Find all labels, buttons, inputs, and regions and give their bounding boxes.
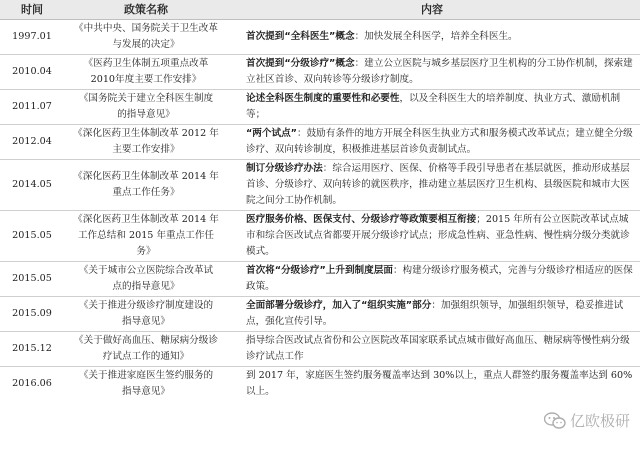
table-row bbox=[0, 89, 640, 124]
row-time: 2015.12 bbox=[0, 331, 64, 366]
content-highlight: 首次提到“分级诊疗”概念 bbox=[246, 57, 355, 69]
row-policy-name: 《关于做好高血压、糖尿病分级诊 疗试点工作的通知》 bbox=[64, 331, 230, 366]
table-row bbox=[0, 19, 640, 54]
content-highlight: 医疗服务价格、医保支付、分级诊疗等政策要相互衔接 bbox=[246, 213, 477, 225]
content-text: ；2015 年所有公立医院改革试点城市和综合医改试点省都要开展分级诊疗试点；形成急性病、亚急性病、慢性病分级分类就诊模式。 bbox=[246, 213, 630, 257]
row-time: 2016.06 bbox=[12, 377, 52, 389]
table-body bbox=[0, 19, 640, 401]
content-text: ：加快发展全科医学，培养全科医生。 bbox=[354, 30, 518, 42]
row-policy-name: 《中共中央、国务院关于卫生改革 与发展的决定》 bbox=[64, 19, 230, 54]
row-time: 2014.05 bbox=[0, 159, 64, 210]
row-policy-name: 《国务院关于建立全科医生制度 的指导意见》 bbox=[64, 89, 230, 124]
content-text: ：鼓励有条件的地方开展全科医生执业方式和服务模式改革试点；建立健全分级诊疗、双向转诊制度，积极推进基层首诊负责制试点。 bbox=[246, 127, 633, 155]
header-content: 内容 bbox=[230, 0, 640, 19]
table-row bbox=[0, 159, 640, 210]
table-row bbox=[0, 261, 640, 296]
content-text: ，以及全科医生大的培养制度、执业方式、激励机制等； bbox=[246, 92, 621, 120]
table-row bbox=[0, 124, 640, 159]
row-policy-name: 《深化医药卫生体制改革 2014 年 重点工作任务》 bbox=[64, 159, 230, 210]
row-policy-name: 《关于推进分级诊疗制度建设的 指导意见》 bbox=[64, 296, 230, 331]
header-policy-name: 政策名称 bbox=[64, 0, 230, 19]
wechat-bubbles-icon bbox=[544, 412, 566, 430]
content-text: ：建立公立医院与城乡基层医疗卫生机构的分工协作机制，探索建立社区首诊、双向转诊等分级诊疗制度。 bbox=[246, 57, 633, 85]
row-time: 1997.01 bbox=[0, 19, 64, 54]
content-highlight: “两个试点” bbox=[246, 127, 297, 139]
row-content bbox=[230, 159, 640, 210]
row-policy-name: 《关于推进家庭医生签约服务的 指导意见》 bbox=[78, 369, 214, 397]
content-highlight: 制订分级诊疗办法 bbox=[246, 162, 323, 174]
content-highlight: 论述全科医生制度的重要性和必要性 bbox=[246, 92, 400, 104]
table-row bbox=[0, 366, 640, 401]
row-policy-name: 《深化医药卫生体制改革 2014 年 工作总结和 2015 年重点工作任 务》 bbox=[64, 210, 230, 261]
table-row bbox=[0, 54, 640, 89]
row-content bbox=[230, 296, 640, 331]
row-policy-name: 《医药卫生体制五项重点改革 2010年度主要工作安排》 bbox=[64, 54, 230, 89]
row-time: 2011.07 bbox=[0, 89, 64, 124]
content-text: ：加强组织领导，加强组织领导，稳妥推进试点，强化宣传引导。 bbox=[246, 299, 624, 327]
header-row bbox=[0, 0, 640, 19]
content-highlight: 全面部署分级诊疗，加入了“组织实施”部分 bbox=[246, 299, 432, 311]
row-content bbox=[230, 54, 640, 89]
row-time: 2010.04 bbox=[0, 54, 64, 89]
table-row bbox=[0, 296, 640, 331]
header-time: 时间 bbox=[0, 0, 64, 19]
content-text: 指导综合医改试点省份和公立医院改革国家联系试点城市做好高血压、糖尿病等慢性病分级诊疗试点工作 bbox=[246, 334, 630, 362]
row-content bbox=[230, 89, 640, 124]
row-content bbox=[230, 210, 640, 261]
row-content bbox=[230, 366, 640, 401]
row-content bbox=[230, 261, 640, 296]
content-highlight: 首次将“分级诊疗”上升到制度层面 bbox=[246, 264, 393, 276]
row-content bbox=[230, 124, 640, 159]
content-text: 到 2017 年，家庭医生签约服务覆盖率达到 30%以上，重点人群签约服务覆盖率达到 60%以上。 bbox=[246, 369, 633, 397]
row-policy-name: 《深化医药卫生体制改革 2012 年 主要工作安排》 bbox=[64, 124, 230, 159]
row-time: 2015.05 bbox=[0, 210, 64, 261]
table-row bbox=[0, 210, 640, 261]
content-text: ：综合运用医疗、医保、价格等手段引导患者在基层就医，推动形成基层首诊、分级诊疗、双向转诊的就医秩序，推动建立基层医疗卫生机构、县级医院和城市大医院之间分工协作机制。 bbox=[246, 162, 630, 206]
row-content bbox=[230, 331, 640, 366]
row-policy-name: 《关于城市公立医院综合改革试 点的指导意见》 bbox=[64, 261, 230, 296]
table-header bbox=[0, 0, 640, 19]
table-row bbox=[0, 331, 640, 366]
content-highlight: 首次提到“全科医生”概念 bbox=[246, 30, 355, 42]
row-time: 2012.04 bbox=[0, 124, 64, 159]
content-text: ：构建分级诊疗服务模式，完善与分级诊疗相适应的医保政策。 bbox=[246, 264, 633, 292]
watermark-text: 亿欧极研 bbox=[569, 412, 630, 430]
watermark bbox=[544, 410, 630, 431]
row-time: 2015.09 bbox=[0, 296, 64, 331]
row-content bbox=[230, 19, 640, 54]
row-time: 2015.05 bbox=[0, 261, 64, 296]
